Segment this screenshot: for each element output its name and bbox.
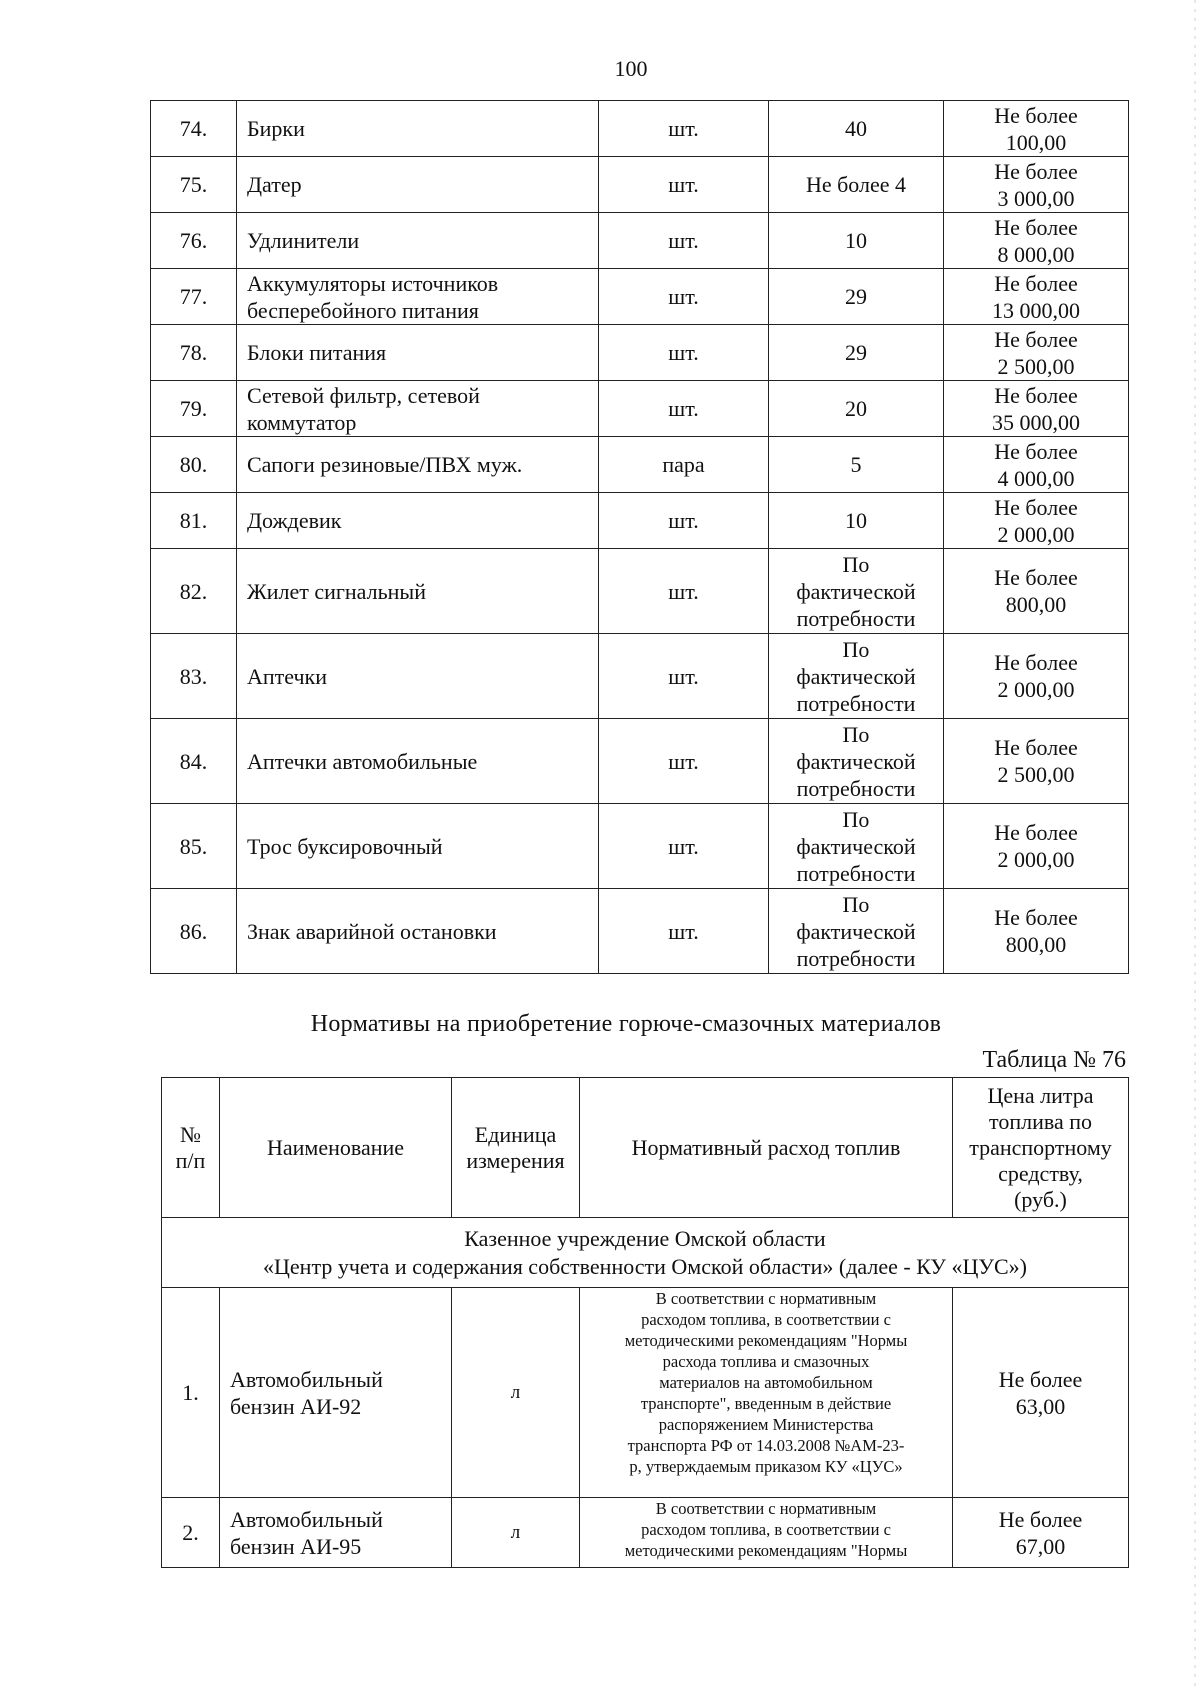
item-quantity: 10 [769, 493, 944, 549]
item-unit: пара [599, 437, 769, 493]
item-row [151, 101, 1129, 157]
item-row [151, 325, 1129, 381]
item-num: 80. [151, 437, 237, 493]
scan-edge [1194, 0, 1196, 1686]
item-unit: шт. [599, 549, 769, 634]
fuel-row-norm: В соответствии с нормативным расходом топлива, в соответствии с методическими рекомендациям "Нормы [580, 1498, 953, 1568]
table-number: Таблица № 76 [982, 1047, 1126, 1073]
item-num: 76. [151, 213, 237, 269]
item-name: Аккумуляторы источников бесперебойного питания [237, 269, 599, 325]
header-unit: Единица измерения [452, 1078, 580, 1218]
item-name: Датер [237, 157, 599, 213]
item-price: Не более 35 000,00 [944, 381, 1129, 437]
item-row [151, 157, 1129, 213]
fuel-row [162, 1498, 1129, 1568]
items-table [150, 100, 1129, 974]
item-name: Удлинители [237, 213, 599, 269]
item-unit: шт. [599, 101, 769, 157]
page-number: 100 [614, 56, 648, 81]
item-unit: шт. [599, 719, 769, 804]
item-unit: шт. [599, 634, 769, 719]
header-norm: Нормативный расход топлив [580, 1078, 953, 1218]
item-quantity: По фактической потребности [769, 889, 944, 974]
item-unit: шт. [599, 213, 769, 269]
organization-name: Казенное учреждение Омской области «Центр учета и содержания собственности Омской области» (далее - КУ «ЦУС») [162, 1218, 1129, 1288]
item-name: Бирки [237, 101, 599, 157]
item-unit: шт. [599, 157, 769, 213]
organization-row [162, 1218, 1129, 1288]
item-num: 86. [151, 889, 237, 974]
item-quantity: 10 [769, 213, 944, 269]
item-price: Не более 4 000,00 [944, 437, 1129, 493]
item-name: Аптечки [237, 634, 599, 719]
section-title: Нормативы на приобретение горюче-смазочных материалов [310, 1011, 942, 1037]
item-num: 81. [151, 493, 237, 549]
fuel-row-num: 2. [162, 1498, 220, 1568]
item-row [151, 269, 1129, 325]
item-quantity: По фактической потребности [769, 634, 944, 719]
item-name: Жилет сигнальный [237, 549, 599, 634]
item-price: Не более 2 000,00 [944, 634, 1129, 719]
item-num: 79. [151, 381, 237, 437]
item-num: 82. [151, 549, 237, 634]
item-row [151, 549, 1129, 634]
item-unit: шт. [599, 269, 769, 325]
fuel-row-price: Не более 63,00 [953, 1288, 1129, 1498]
header-name: Наименование [220, 1078, 452, 1218]
header-num: № п/п [162, 1078, 220, 1218]
item-name: Сапоги резиновые/ПВХ муж. [237, 437, 599, 493]
item-name: Знак аварийной остановки [237, 889, 599, 974]
item-row [151, 634, 1129, 719]
item-num: 83. [151, 634, 237, 719]
fuel-table [161, 1077, 1129, 1568]
item-row [151, 437, 1129, 493]
item-quantity: 40 [769, 101, 944, 157]
item-name: Сетевой фильтр, сетевой коммутатор [237, 381, 599, 437]
item-name: Дождевик [237, 493, 599, 549]
header-price: Цена литра топлива по транспортному средству, (руб.) [953, 1078, 1129, 1218]
item-price: Не более 13 000,00 [944, 269, 1129, 325]
item-price: Не более 8 000,00 [944, 213, 1129, 269]
item-unit: шт. [599, 804, 769, 889]
item-row [151, 804, 1129, 889]
item-row [151, 719, 1129, 804]
item-price: Не более 2 000,00 [944, 493, 1129, 549]
item-price: Не более 2 500,00 [944, 325, 1129, 381]
item-price: Не более 2 000,00 [944, 804, 1129, 889]
item-price: Не более 800,00 [944, 549, 1129, 634]
item-unit: шт. [599, 325, 769, 381]
item-quantity: По фактической потребности [769, 719, 944, 804]
item-row [151, 213, 1129, 269]
item-num: 77. [151, 269, 237, 325]
item-quantity: 29 [769, 325, 944, 381]
item-quantity: 5 [769, 437, 944, 493]
item-price: Не более 3 000,00 [944, 157, 1129, 213]
item-price: Не более 800,00 [944, 889, 1129, 974]
item-row [151, 381, 1129, 437]
item-num: 85. [151, 804, 237, 889]
item-num: 78. [151, 325, 237, 381]
item-unit: шт. [599, 889, 769, 974]
item-name: Аптечки автомобильные [237, 719, 599, 804]
fuel-row-name: Автомобильный бензин АИ-95 [220, 1498, 452, 1568]
item-row [151, 889, 1129, 974]
item-num: 74. [151, 101, 237, 157]
fuel-row [162, 1288, 1129, 1498]
fuel-row-name: Автомобильный бензин АИ-92 [220, 1288, 452, 1498]
item-row [151, 493, 1129, 549]
fuel-row-price: Не более 67,00 [953, 1498, 1129, 1568]
item-price: Не более 100,00 [944, 101, 1129, 157]
item-name: Трос буксировочный [237, 804, 599, 889]
fuel-row-norm: В соответствии с нормативным расходом топлива, в соответствии с методическими рекомендациям "Нормы расхода топлива и смазочных материалов на автомобильном транспорте", введенным в действие распоряжением Министерства транспорта РФ от 14.03.2008 №АМ-23- р, утверждаемым приказом КУ «ЦУС» [580, 1288, 953, 1498]
item-name: Блоки питания [237, 325, 599, 381]
fuel-table-header-row [162, 1078, 1129, 1218]
item-quantity: По фактической потребности [769, 804, 944, 889]
fuel-row-unit: л [452, 1288, 580, 1498]
item-num: 84. [151, 719, 237, 804]
fuel-row-num: 1. [162, 1288, 220, 1498]
item-num: 75. [151, 157, 237, 213]
item-unit: шт. [599, 381, 769, 437]
item-quantity: По фактической потребности [769, 549, 944, 634]
item-unit: шт. [599, 493, 769, 549]
item-price: Не более 2 500,00 [944, 719, 1129, 804]
item-quantity: Не более 4 [769, 157, 944, 213]
item-quantity: 29 [769, 269, 944, 325]
item-quantity: 20 [769, 381, 944, 437]
fuel-row-unit: л [452, 1498, 580, 1568]
